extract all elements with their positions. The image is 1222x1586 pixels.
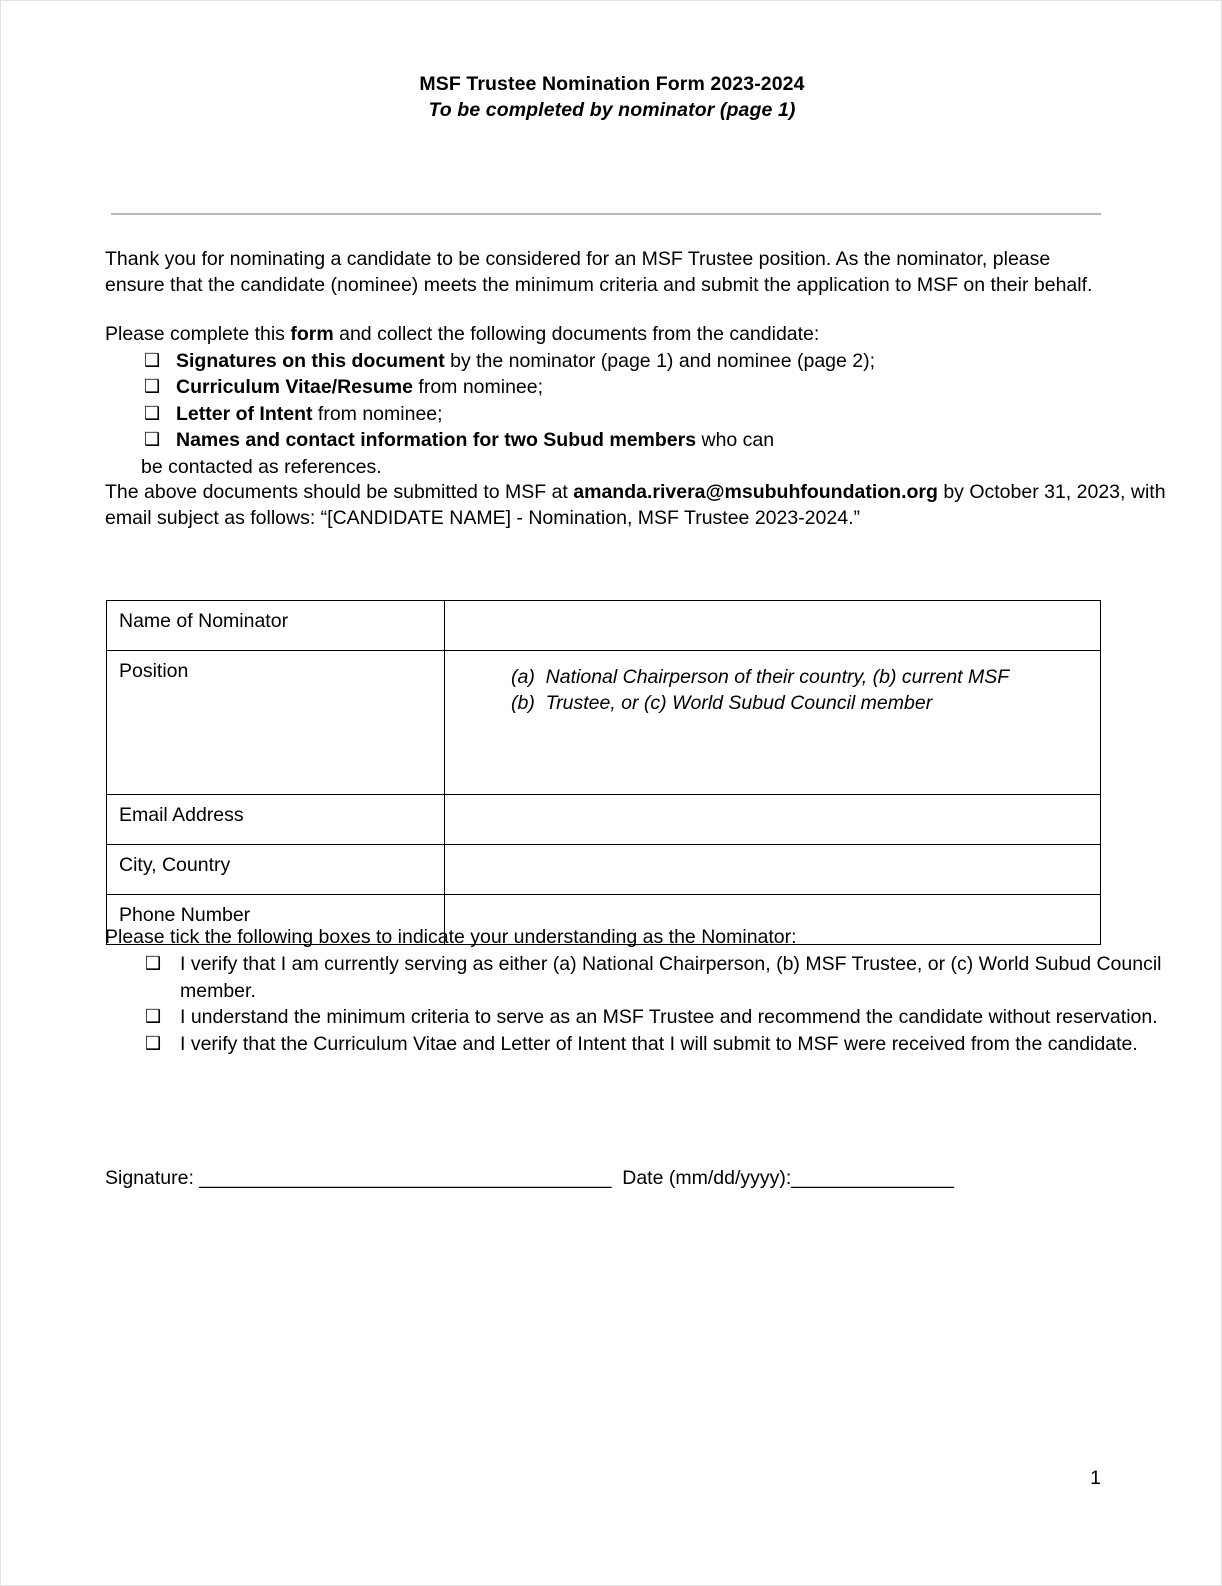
row-label: Email Address <box>107 795 445 845</box>
intro-paragraph: Thank you for nominating a candidate to be considered for an MSF Trustee position. As the nominator, please ensure that the candidate (nominee) meets the minimum criteria and submit the application to MSF on their behalf. <box>105 248 1093 296</box>
list-item-rest: from nominee; <box>312 402 443 425</box>
row-label: Name of Nominator <box>107 601 445 651</box>
row-value-input[interactable] <box>445 651 1101 795</box>
checkbox-icon[interactable]: ❑ <box>144 429 161 450</box>
row-value-input[interactable] <box>445 601 1101 651</box>
doc-subtitle-line: To be completed by nominator (page 1) <box>428 99 796 121</box>
list-item-bold: Letter of Intent <box>176 402 313 425</box>
nominator-details-table <box>106 600 1101 945</box>
page-title <box>1 71 1222 123</box>
table-row <box>107 795 1101 845</box>
checkbox-icon[interactable]: ❑ <box>145 1006 162 1027</box>
list-item <box>105 951 1185 1004</box>
checkbox-icon[interactable]: ❑ <box>144 376 161 397</box>
table-row <box>107 651 1101 795</box>
documents-lead-after: and collect the following documents from the candidate: <box>333 323 820 345</box>
documents-continuation-line: be contacted as references. <box>141 455 382 478</box>
list-item <box>105 1004 1185 1031</box>
table-row <box>107 601 1101 651</box>
document-body <box>105 247 1195 531</box>
list-item <box>105 348 1176 375</box>
acknowledgements-list <box>105 951 1175 1057</box>
acknowledgement-text: I verify that I am currently serving as either (a) National Chairperson, (b) MSF Trustee, or (c) World Subud Council member. <box>180 953 1162 1002</box>
row-value-input[interactable] <box>445 795 1101 845</box>
signature-line[interactable]: Signature: ______________________________________ Date (mm/dd/yyyy):_______________ <box>105 1167 954 1189</box>
list-item <box>105 427 1176 454</box>
acknowledgements-list-wrapper <box>105 951 1175 1057</box>
checkbox-icon[interactable]: ❑ <box>145 953 162 974</box>
list-item-rest: who can <box>696 429 775 451</box>
doc-title-line: MSF Trustee Nomination Form 2023-2024 <box>419 73 805 95</box>
list-item-rest: by the nominator (page 1) and nominee (page 2); <box>444 349 876 372</box>
acknowledgement-text: I understand the minimum criteria to serve as an MSF Trustee and recommend the candidate without reservation. <box>180 1006 1158 1028</box>
row-value-input[interactable] <box>445 845 1101 895</box>
checkbox-icon[interactable]: ❑ <box>145 1032 162 1054</box>
submission-before-email: The above documents should be submitted to MSF at <box>105 481 574 503</box>
position-option-line-1: (a) National Chairperson of their country, (b) current MSF <box>511 666 1010 688</box>
list-item-bold: Signatures on this document <box>176 349 445 372</box>
row-label: City, Country <box>107 845 445 895</box>
page-number: 1 <box>1090 1467 1101 1489</box>
checkbox-icon[interactable]: ❑ <box>144 402 161 424</box>
documents-lead-line <box>105 322 1105 348</box>
row-label: Position <box>107 651 445 795</box>
list-item <box>105 401 1176 428</box>
submission-email: amanda.rivera@msubuhfoundation.org <box>573 481 938 503</box>
list-item-bold: Names and contact information for two Subud members <box>176 429 697 451</box>
acknowledgement-text: I verify that the Curriculum Vitae and Letter of Intent that I will submit to MSF were received from the candidate. <box>180 1032 1138 1055</box>
submission-after-email: by October 31, 2023, with email subject as follows: “[CANDIDATE NAME] - Nomination, MSF Trustee 2023-2024.” <box>105 481 1166 529</box>
list-item <box>105 374 1176 401</box>
list-item-rest: from nominee; <box>412 376 544 398</box>
table-row <box>107 845 1101 895</box>
submission-paragraph <box>105 480 1195 531</box>
list-item-bold: Curriculum Vitae/Resume <box>176 376 413 398</box>
spacer <box>105 298 1195 322</box>
list-item <box>105 1031 1190 1058</box>
acknowledgements-intro: Please tick the following boxes to indicate your understanding as the Nominator: <box>105 926 797 948</box>
documents-lead-before: Please complete this <box>105 323 291 345</box>
row-label: Phone Number <box>107 895 445 945</box>
header-divider <box>111 213 1101 215</box>
documents-lead-bold: form <box>290 323 334 345</box>
position-option-line-2: (b) Trustee, or (c) World Subud Council member <box>511 692 933 714</box>
checkbox-icon[interactable]: ❑ <box>144 349 161 371</box>
required-documents-list <box>105 348 1195 454</box>
